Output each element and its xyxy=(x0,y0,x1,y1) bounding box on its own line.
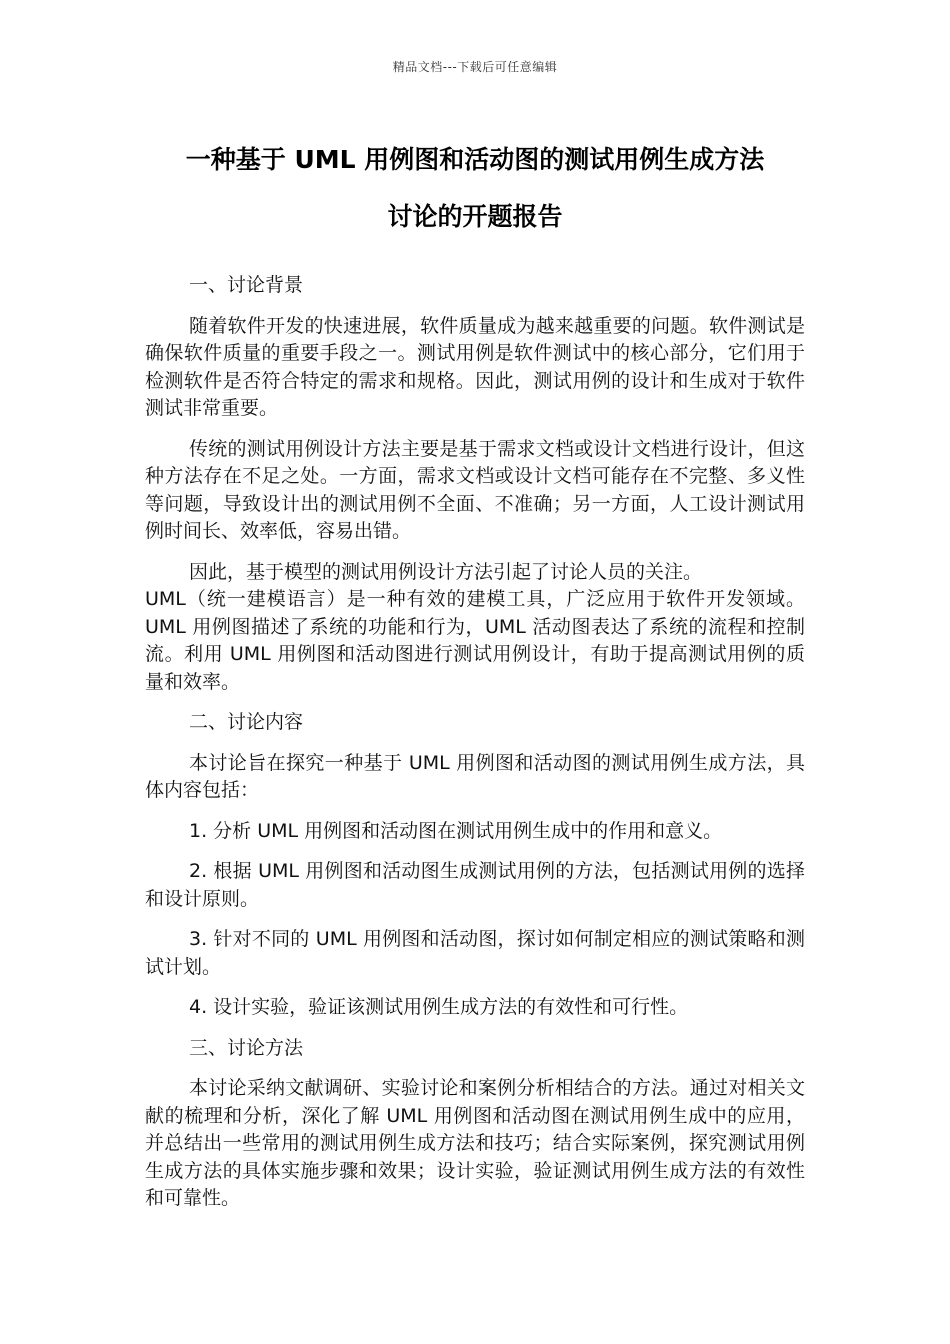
document-body xyxy=(145,272,805,1226)
content-list-item-2: 2. 根据 UML 用例图和活动图生成测试用例的方法，包括测试用例的选择和设计原则。 xyxy=(145,860,805,910)
document-title-line2: 讨论的开题报告 xyxy=(387,202,563,231)
background-paragraph-3-body: UML（统一建模语言）是一种有效的建模工具，广泛应用于软件开发领域。UML 用例图描述了系统的功能和行为，UML 活动图表达了系统的流程和控制流。利用 UML 用例图和活动图进行测试用例设计，有助于提高测试用例的质量和效率。 xyxy=(145,588,805,693)
content-intro-paragraph: 本讨论旨在探究一种基于 UML 用例图和活动图的测试用例生成方法，具体内容包括： xyxy=(145,751,805,801)
background-paragraph-3-lead: 因此，基于模型的测试用例设计方法引起了讨论人员的关注。 xyxy=(189,560,703,583)
section-heading-method: 三、讨论方法 xyxy=(189,1036,304,1059)
background-paragraph-2: 传统的测试用例设计方法主要是基于需求文档或设计文档进行设计，但这种方法存在不足之处。一方面，需求文档或设计文档可能存在不完整、多义性等问题，导致设计出的测试用例不全面、不准确；另一方面，人工设计测试用例时间长、效率低，容易出错。 xyxy=(145,437,805,542)
method-paragraph-1: 本讨论采纳文献调研、实验讨论和案例分析相结合的方法。通过对相关文献的梳理和分析，深化了解 UML 用例图和活动图在测试用例生成中的应用，并总结出一些常用的测试用例生成方法和技巧；结合实际案例，探究测试用例生成方法的具体实施步骤和效果；设计实验，验证测试用例生成方法的有效性和可靠性。 xyxy=(145,1077,805,1209)
page-watermark: 精品文档---下载后可任意编辑 xyxy=(392,60,558,74)
content-list-item-1: 1. 分析 UML 用例图和活动图在测试用例生成中的作用和意义。 xyxy=(189,819,723,842)
content-list-item-3: 3. 针对不同的 UML 用例图和活动图，探讨如何制定相应的测试策略和测试计划。 xyxy=(145,928,805,978)
section-heading-background: 一、讨论背景 xyxy=(189,274,304,296)
section-heading-content: 二、讨论内容 xyxy=(189,711,304,733)
content-list-item-4: 4. 设计实验，验证该测试用例生成方法的有效性和可行性。 xyxy=(189,996,689,1018)
document-title-line1: 一种基于 UML 用例图和活动图的测试用例生成方法 xyxy=(185,145,765,174)
background-paragraph-1: 随着软件开发的快速进展，软件质量成为越来越重要的问题。软件测试是确保软件质量的重要手段之一。测试用例是软件测试中的核心部分，它们用于检测软件是否符合特定的需求和规格。因此，测试用例的设计和生成对于软件测试非常重要。 xyxy=(145,314,805,419)
